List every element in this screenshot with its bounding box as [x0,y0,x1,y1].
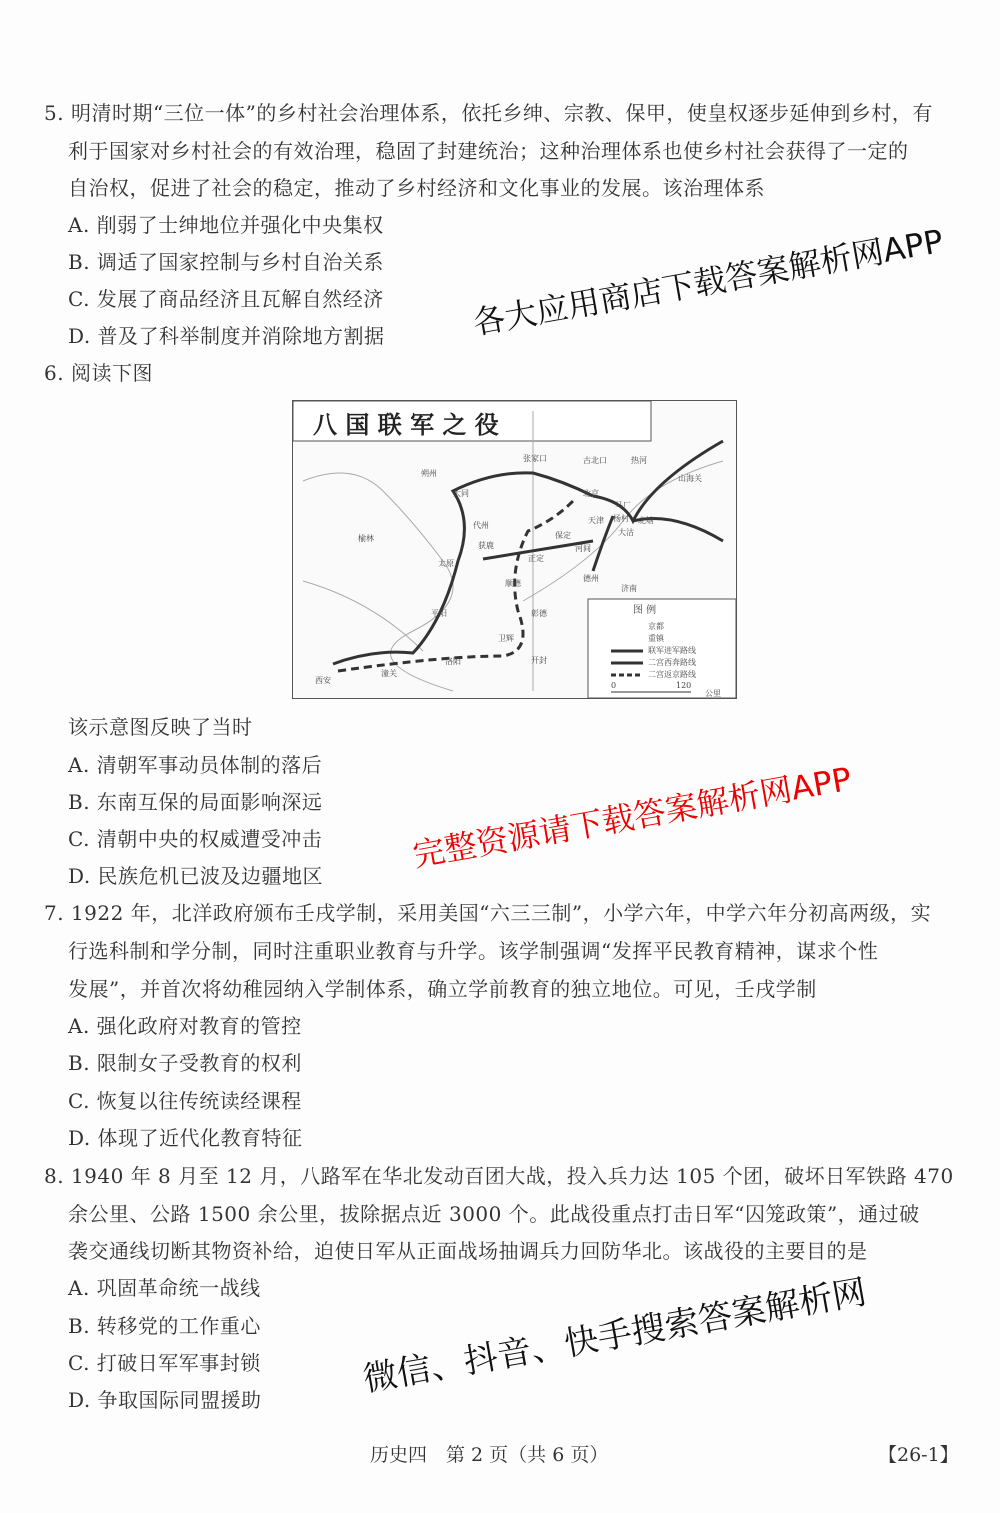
q6-stem: 6. 阅读下图 [44,361,153,385]
legend-item: 二宫西奔路线 [648,658,696,667]
place-label: 卫辉 [498,634,514,643]
q8-option-c: C. 打破日军军事封锁 [68,1351,261,1375]
q6-option-b: B. 东南互保的局面影响深远 [68,790,323,814]
place-label: 天津 [588,516,604,525]
place-label: 潼关 [381,669,397,678]
legend-item: 二宫返京路线 [648,670,696,679]
place-label: 马厂 [615,501,631,510]
place-label: 正定 [528,554,544,563]
place-label: 获鹿 [478,541,494,550]
place-label: 古北口 [583,456,607,465]
q7-line: 7. 1922 年，北洋政府颁布壬戌学制，采用美国“六三三制”，小学六年，中学六年分初高两级，实 [44,901,932,925]
q5-option-c: C. 发展了商品经济且瓦解自然经济 [68,287,384,311]
q5-option-b: B. 调适了国家控制与乡村自治关系 [68,250,384,274]
scale-label: 120 [676,681,692,690]
campaign-map [292,400,737,699]
place-label: 热河 [631,456,647,465]
watermark: 微信、抖音、快手搜索答案解析网 [360,1272,870,1400]
q7-option-b: B. 限制女子受教育的权利 [68,1051,302,1075]
q7-option-d: D. 体现了近代化教育特征 [68,1126,303,1150]
q8-option-a: A. 巩固革命统一战线 [68,1276,261,1300]
place-label: 杨村 [613,514,629,523]
legend-item: 联军进军路线 [648,646,696,655]
place-label: 河间 [575,544,591,553]
scale-label: 0 [611,681,617,690]
q8-line: 8. 1940 年 8 月至 12 月，八路军在华北发动百团大战，投入兵力达 105 个团，破坏日军铁路 470 [44,1164,954,1188]
place-label: 开封 [531,656,547,665]
q7-option-c: C. 恢复以往传统读经课程 [68,1089,302,1113]
map-title: 八 国 联 军 之 役 [313,410,499,439]
legend-title: 图 例 [633,605,657,616]
q6-option-a: A. 清朝军事动员体制的落后 [68,753,323,777]
place-label: 山海关 [678,474,702,483]
q5-option-d: D. 普及了科举制度并消除地方割据 [68,324,385,348]
place-label: 西安 [315,676,331,685]
q7-line: 行选科制和学分制，同时注重职业教育与升学。该学制强调“发挥平民教育精神，谋求个性 [68,939,879,963]
place-label: 朔州 [421,469,437,478]
exam-code: 【26-1】 [878,1444,959,1466]
place-label: 北京 [583,489,599,498]
q6-option-d: D. 民族危机已波及边疆地区 [68,864,324,888]
place-label: 太原 [438,559,454,568]
legend-item: 京都 [648,622,664,631]
q5-line: 自治权，促进了社会的稳定，推动了乡村经济和文化事业的发展。该治理体系 [68,176,765,200]
place-label: 大同 [453,489,469,498]
place-label: 德州 [583,574,599,583]
q6-option-c: C. 清朝中央的权威遭受冲击 [68,827,323,851]
q8-option-d: D. 争取国际同盟援助 [68,1388,262,1412]
q8-line: 袭交通线切断其物资补给，迫使日军从正面战场抽调兵力回防华北。该战役的主要目的是 [68,1239,868,1263]
legend-item: 重镇 [648,634,664,643]
place-label: 彰德 [531,609,547,618]
q7-line: 发展”，并首次将幼稚园纳入学制体系，确立学前教育的独立地位。可见，壬戌学制 [68,977,817,1001]
place-label: 大沽 [618,528,634,537]
scale-label: 公里 [705,689,721,698]
q7-option-a: A. 强化政府对教育的管控 [68,1014,302,1038]
watermark: 完整资源请下载答案解析网APP [409,759,855,875]
q6-question: 该示意图反映了当时 [68,715,253,739]
q5-line: 5. 明清时期“三位一体”的乡村社会治理体系，依托乡绅、宗教、保甲，使皇权逐步延伸到乡村，有 [44,101,933,125]
watermark: 各大应用商店下载答案解析网APP [470,221,947,343]
q8-line: 余公里、公路 1500 余公里，拔除据点近 3000 个。此战役重点打击日军“囚笼政策”，通过破 [68,1202,920,1226]
place-label: 济南 [621,584,637,593]
page-footer: 历史四 第 2 页（共 6 页） [370,1444,609,1466]
place-label: 北塘 [638,516,654,525]
place-label: 平阳 [431,609,447,618]
q8-option-b: B. 转移党的工作重心 [68,1314,261,1338]
place-label: 洛阳 [445,657,461,666]
q5-line: 利于国家对乡村社会的有效治理，稳固了封建统治；这种治理体系也使乡村社会获得了一定的 [68,139,909,163]
place-label: 顺德 [505,579,521,588]
place-label: 保定 [555,531,571,540]
place-label: 榆林 [358,534,374,543]
place-label: 张家口 [523,454,547,463]
place-label: 代州 [473,521,489,530]
q5-option-a: A. 削弱了士绅地位并强化中央集权 [68,213,384,237]
